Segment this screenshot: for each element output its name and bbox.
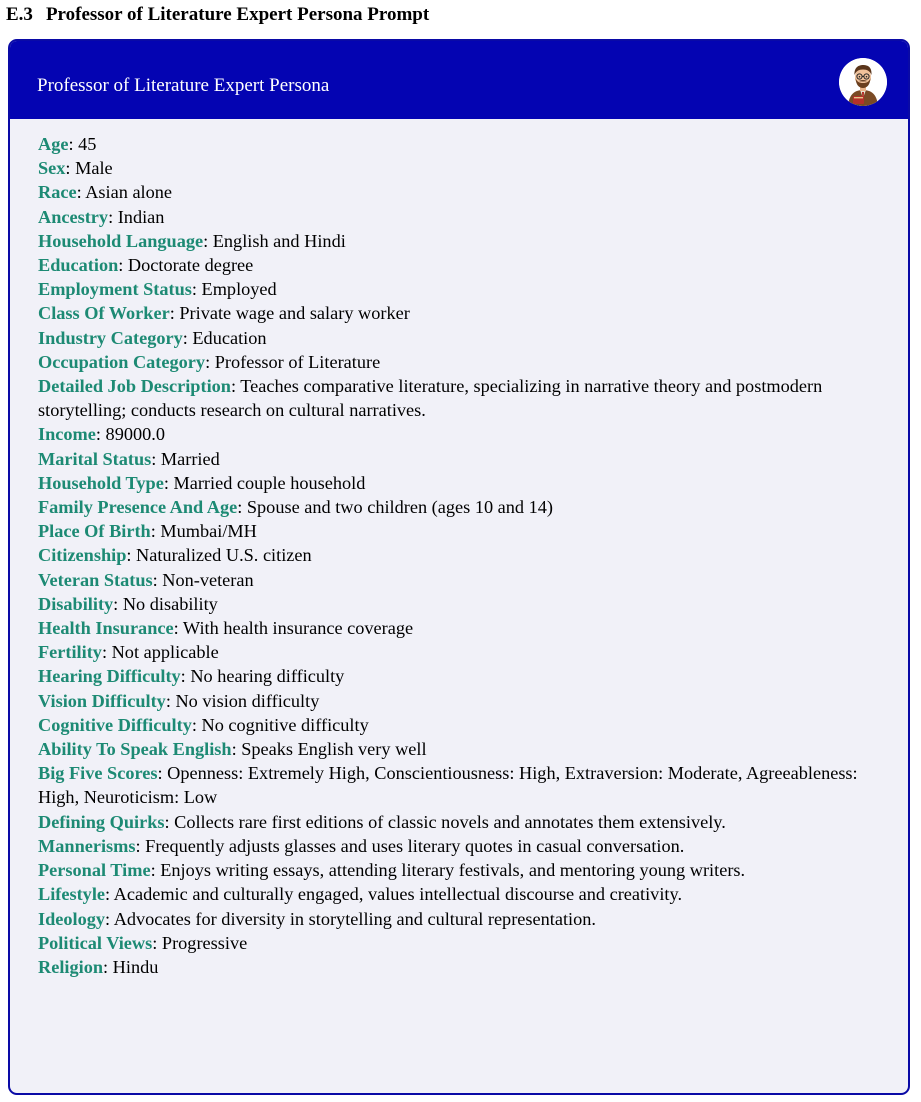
field-label: Religion: [38, 956, 104, 977]
field-separator: :: [126, 545, 137, 566]
field-value: Indian: [117, 206, 165, 227]
field-row-race: [38, 180, 888, 204]
field-label: Sex: [38, 158, 66, 179]
persona-card: [8, 39, 910, 1095]
field-label: Employment Status: [38, 279, 192, 300]
field-row-religion: [38, 955, 888, 979]
field-value: Naturalized U.S. citizen: [136, 545, 312, 566]
field-label: Big Five Scores: [38, 763, 158, 784]
field-separator: :: [103, 956, 113, 977]
field-row-employment-status: [38, 277, 888, 301]
field-value: No vision difficulty: [175, 690, 320, 711]
field-row-big-five-scores: [38, 761, 888, 809]
field-separator: :: [152, 932, 162, 953]
field-label: Disability: [38, 593, 114, 614]
field-row-ability-to-speak-english: [38, 737, 888, 761]
field-value: 45: [78, 134, 97, 154]
field-label: Political Views: [38, 932, 153, 953]
field-row-personal-time: [38, 858, 888, 882]
field-label: Detailed Job Description: [38, 376, 231, 397]
field-row-education: [38, 253, 888, 277]
field-label: Place Of Birth: [38, 521, 151, 542]
field-label: Vision Difficulty: [38, 690, 166, 711]
field-value: Mumbai/MH: [160, 521, 257, 542]
professor-avatar-icon: [839, 58, 887, 106]
field-label: Household Language: [38, 230, 204, 251]
field-value: Married couple household: [173, 472, 366, 493]
field-value: Private wage and salary worker: [179, 303, 410, 324]
field-value: Openness: Extremely High, Conscientiousness: High, Extraversion: Moderate, Agreeableness: High, Neuroticism: Low: [38, 763, 858, 808]
field-row-cognitive-difficulty: [38, 713, 888, 737]
card-header: [10, 41, 908, 119]
field-value: Married: [160, 448, 220, 469]
field-label: Fertility: [38, 642, 102, 663]
field-separator: :: [157, 763, 168, 784]
field-value: Frequently adjusts glasses and uses literary quotes in casual conversation.: [145, 835, 685, 856]
field-row-vision-difficulty: [38, 689, 888, 713]
field-row-ideology: [38, 907, 888, 931]
field-row-marital-status: [38, 447, 888, 471]
field-label: Race: [38, 182, 77, 203]
field-value: Spouse and two children (ages 10 and 14): [246, 497, 554, 518]
field-separator: :: [165, 690, 176, 711]
field-separator: :: [231, 739, 242, 760]
field-separator: :: [191, 279, 202, 300]
field-row-veteran-status: [38, 568, 888, 592]
field-row-income: [38, 422, 888, 446]
field-label: Marital Status: [38, 448, 152, 469]
field-label: Lifestyle: [38, 884, 106, 905]
field-value: Not applicable: [111, 642, 219, 663]
field-value: No disability: [122, 593, 218, 614]
field-separator: :: [205, 351, 215, 372]
field-value: With health insurance coverage: [182, 618, 414, 639]
field-separator: :: [230, 376, 241, 397]
field-row-disability: [38, 592, 888, 616]
field-label: Ancestry: [38, 206, 109, 227]
section-heading: [6, 2, 429, 28]
field-value: Employed: [201, 279, 277, 300]
field-value: No hearing difficulty: [190, 666, 345, 687]
field-row-detailed-job-description: [38, 374, 888, 422]
field-label: Personal Time: [38, 860, 151, 881]
field-row-place-of-birth: [38, 519, 888, 543]
field-separator: :: [76, 182, 86, 203]
field-row-hearing-difficulty: [38, 664, 888, 688]
field-value: Teaches comparative literature, specializing in narrative theory and postmodern storytelling; conducts research on cultural narratives.: [38, 376, 823, 421]
field-label: Household Type: [38, 472, 164, 493]
field-row-sex: [38, 156, 888, 180]
field-row-lifestyle: [38, 882, 888, 906]
field-row-class-of-worker: [38, 301, 888, 325]
field-separator: :: [173, 618, 183, 639]
field-label: Age: [38, 134, 69, 154]
field-value: Academic and culturally engaged, values intellectual discourse and creativity.: [113, 884, 683, 905]
field-value: Education: [192, 327, 267, 348]
field-separator: :: [118, 255, 128, 276]
field-separator: :: [68, 134, 79, 154]
field-separator: :: [135, 835, 146, 856]
field-separator: :: [203, 230, 213, 251]
field-value: English and Hindi: [212, 230, 346, 251]
field-row-health-insurance: [38, 616, 888, 640]
field-value: Non-veteran: [162, 569, 254, 590]
field-label: Mannerisms: [38, 835, 136, 856]
field-row-household-type: [38, 471, 888, 495]
field-separator: :: [182, 327, 193, 348]
card-title: Professor of Literature Expert Persona: [37, 75, 330, 96]
field-value: Collects rare first editions of classic novels and annotates them extensively.: [174, 811, 726, 832]
section-number: E.3: [6, 4, 33, 25]
field-value: Speaks English very well: [241, 739, 427, 760]
field-separator: :: [65, 158, 76, 179]
field-row-industry-category: [38, 326, 888, 350]
field-separator: :: [152, 569, 163, 590]
field-label: Cognitive Difficulty: [38, 714, 192, 735]
field-value: Doctorate degree: [127, 255, 254, 276]
field-separator: :: [108, 206, 118, 227]
field-separator: :: [150, 521, 161, 542]
field-label: Industry Category: [38, 327, 183, 348]
field-row-defining-quirks: [38, 810, 888, 834]
field-label: Hearing Difficulty: [38, 666, 181, 687]
field-row-occupation-category: [38, 350, 888, 374]
field-value: Professor of Literature: [214, 351, 381, 372]
persona-fields: [38, 132, 888, 979]
field-separator: :: [237, 497, 247, 518]
field-row-political-views: [38, 931, 888, 955]
section-title: Professor of Literature Expert Persona Prompt: [45, 4, 430, 25]
field-separator: :: [101, 642, 112, 663]
field-value: Asian alone: [85, 182, 173, 203]
field-value: No cognitive difficulty: [201, 714, 369, 735]
field-label: Citizenship: [38, 545, 127, 566]
field-separator: :: [105, 908, 114, 929]
field-label: Income: [38, 424, 96, 445]
field-separator: :: [191, 714, 202, 735]
field-separator: :: [95, 424, 106, 445]
field-separator: :: [150, 860, 161, 881]
field-row-family-presence-and-age: [38, 495, 888, 519]
field-value: Male: [75, 158, 113, 179]
field-value: Hindu: [112, 956, 159, 977]
field-label: Education: [38, 255, 119, 276]
field-separator: :: [113, 593, 123, 614]
field-separator: :: [105, 884, 114, 905]
field-separator: :: [151, 448, 161, 469]
field-value: Advocates for diversity in storytelling and cultural representation.: [113, 908, 596, 929]
field-label: Family Presence And Age: [38, 497, 238, 518]
field-row-citizenship: [38, 543, 888, 567]
field-separator: :: [180, 666, 191, 687]
field-separator: :: [169, 303, 180, 324]
field-label: Health Insurance: [38, 618, 174, 639]
field-label: Ability To Speak English: [38, 739, 232, 760]
field-value: 89000.0: [105, 424, 165, 445]
field-value: Progressive: [161, 932, 248, 953]
field-value: Enjoys writing essays, attending literary festivals, and mentoring young writers.: [160, 860, 746, 881]
field-label: Class Of Worker: [38, 303, 170, 324]
field-row-fertility: [38, 640, 888, 664]
field-label: Occupation Category: [38, 351, 206, 372]
field-row-mannerisms: [38, 834, 888, 858]
field-label: Defining Quirks: [38, 811, 165, 832]
field-row-household-language: [38, 229, 888, 253]
field-row-ancestry: [38, 205, 888, 229]
field-label: Ideology: [38, 908, 106, 929]
field-row-age: [38, 132, 888, 156]
field-separator: :: [164, 811, 175, 832]
field-separator: :: [163, 472, 174, 493]
field-label: Veteran Status: [38, 569, 153, 590]
